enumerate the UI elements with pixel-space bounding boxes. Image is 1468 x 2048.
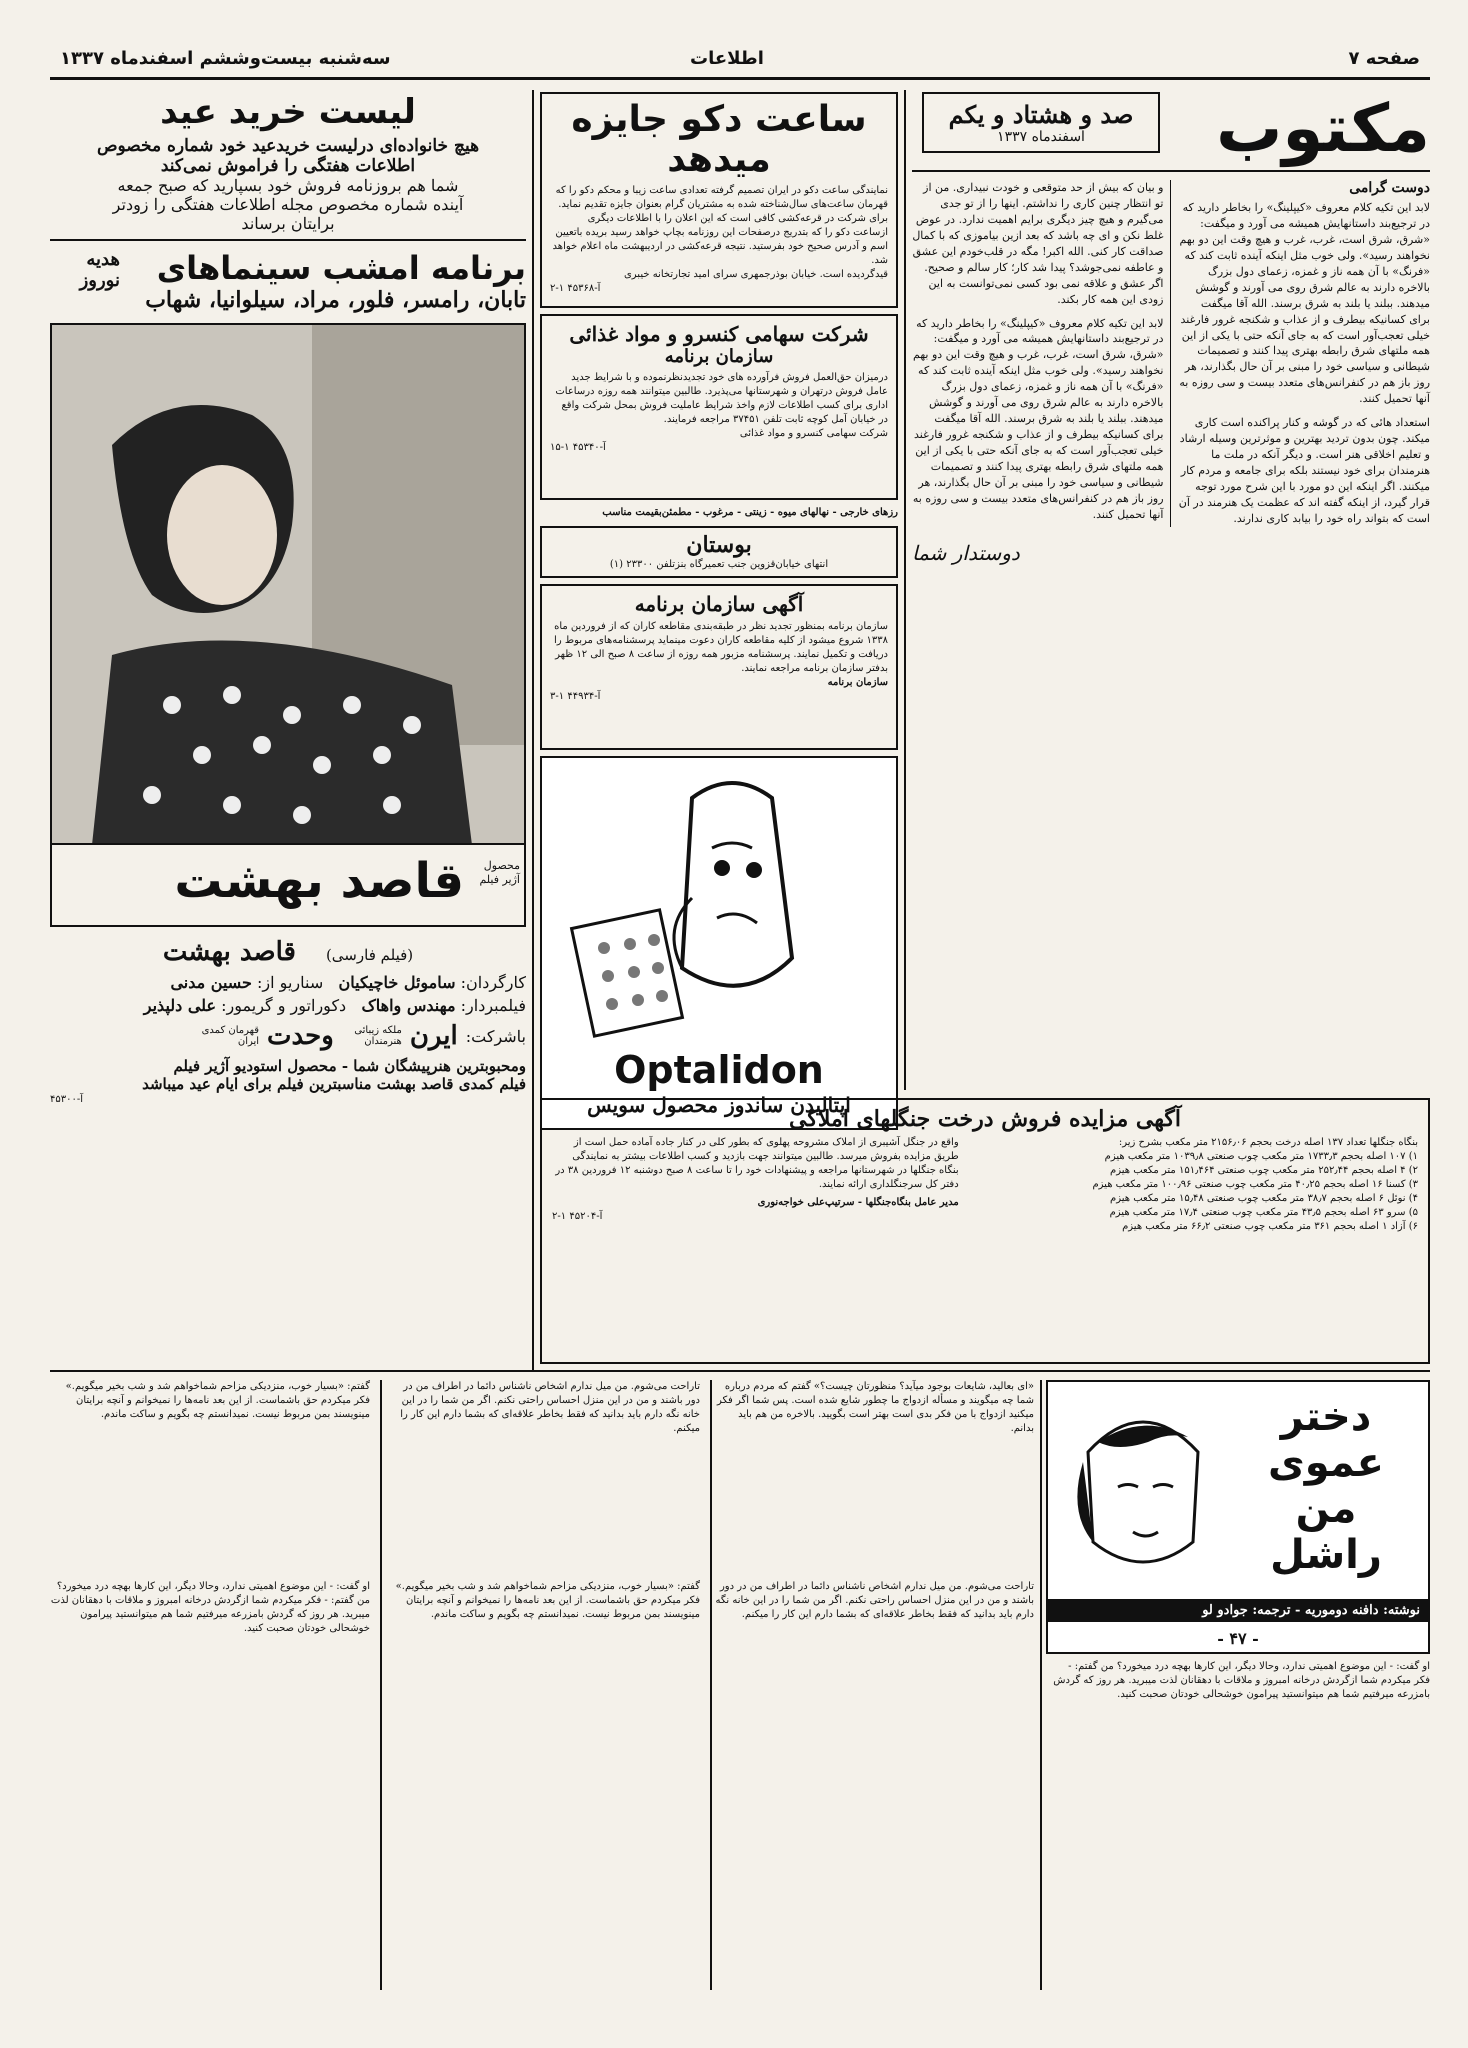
column-rule	[904, 90, 906, 1090]
conserve-ad-title: شرکت سهامی کنسرو و مواد غذائی	[569, 322, 869, 346]
auction-row: ۱) ۱۰۷ اصله بحجم ۱۷۳۳٫۳ متر مکعب چوب صنعتی ۱۰۳۹٫۸ متر مکعب هیزم	[1104, 1151, 1418, 1162]
cast-1: ایرن	[409, 1021, 458, 1051]
auction-ref: آ-۴۵۲۰۴ ۱-۲	[552, 1211, 603, 1222]
director: ساموئل خاچیکیان	[338, 973, 456, 992]
paper-name: اطلاعات	[690, 48, 764, 69]
eid-list-line5: برایتان برساند	[241, 214, 335, 233]
maktub-col2: و بیان که بیش از حد متوقعی و خودت نبیداری. من از تو انتظار چنین کاری را نداشتم. اینها را از تو جدی می‌گیرم و هیچ چیز دیگری برایم اهمیت ندارد. در عوض غلط نکن و ای چه باشد که بعد ازین بیاموزی که با کمال صداقت کار کنی. الله اکبر! مگه در قلب‌خودم این عشق و عاطفه نمی‌جوشد؟ پیدا شد کار؛ کار سالم و صحیح. اگر عشق و علاقه نمی بود کسی نمی‌توانست به این زودی این همه کار بکند.	[912, 181, 1164, 306]
eid-list-title: لیست خرید عید	[160, 92, 416, 132]
camera: مهندس واهاک	[361, 996, 456, 1015]
maktub-signature: دوستدار شما	[912, 540, 1020, 565]
maktub-greeting: دوست گرامی	[1349, 180, 1430, 196]
film-title: قاصد بهشت	[162, 937, 296, 967]
auction-intro: بنگاه جنگلها تعداد ۱۳۷ اصله درخت بحجم ۲۱۵۶٫۰۶ متر مکعب بشرح زیر:	[1118, 1137, 1418, 1148]
serial-col-3: تاراحت می‌شوم. من میل ندارم اشخاص ناشناس دائما در اطراف من در دور باشند و من در این منزل احساس راحتی نکنم. اگر من شما را در این خانه نگه دارم باید بدانید که فقط بخاطر علاقه‌ای که بشما دارم این کار را میکنم.	[400, 1381, 700, 1434]
eid-list-line2: اطلاعات هفتگی را فراموش نمی‌کند	[160, 156, 416, 176]
clock-ad-body: نمایندگی ساعت دکو در ایران تصمیم گرفته تعدادی ساعت زیبا و محکم دکو را که قهرمان ساعت‌های سال‌شناخته شده به مشتریان گرام بعنوان جایزه تقدیم نماید. برای شرکت در قرعه‌کشی کافی است که این اعلان را با اطلاعات دیگری ازساعت دکو را که بتدریج درصفحات این روزنامه بچاپ خواهد رسید بریده باتعیین اسم و آدرس صحیح خود بفرستید. نتیجه قرعه‌کشی در اردیبهشت ماه اعلام خواهد شد.	[552, 185, 888, 266]
conserve-ad-body: درمیزان حق‌العمل فروش فرآورده های خود تجدیدنظرنموده و با شرایط جدید عامل فروش درتهران و شهرستانها می‌پذیرد. طالبین میتوانند همه روزه درساعات اداری برای کسب اطلاعات لازم واخذ شرایط عاملیت فروش بمحل شرکت واقع در خیابان آمل کوچه ثابت تلفن ۳۷۴۵۱ مراجعه فرمایند.	[555, 372, 888, 425]
film-ref: آ-۴۵۳۰۰	[50, 1094, 84, 1105]
auction-title: آگهی مزایده فروش درخت جنگلهای املاکی	[789, 1106, 1181, 1132]
auction-row: ۴) نوئل ۶ اصله بحجم ۳۸٫۷ متر مکعب چوب صنعتی ۱۵٫۴۸ متر مکعب هیزم	[1110, 1193, 1418, 1204]
eid-list-line3: شما هم بروزنامه فروش خود بسپارید که صبح جمعه	[117, 176, 459, 195]
film-line-b: فیلم کمدی قاصد بهشت مناسبترین فیلم برای ایام عید میباشد	[142, 1075, 526, 1093]
director-label: کارگردان:	[460, 973, 526, 992]
poster-title: قاصد بهشت	[174, 853, 464, 909]
plan-notice-title: آگهی سازمان برنامه	[634, 592, 804, 616]
maktub-col1: لابد این تکیه کلام معروف «کیپلینگ» را بخاطر دارید که در ترجیع‌بند داستانهایش همیشه می آورد و میگفت: «شرق، شرق است، غرب، غرب و هیچ وقت این دو بهم نخواهند رسید». ولی خوب مثل اینکه آینده ثابت کند که «فرنگ» با آن همه ناز و غمزه، زعمای دول بزرگ بالاخره دارند به عالم شرق روی می آورند و گوشش میدهند. ببلند یا بلند به شرق برسند. الله آقا میگفت برای کسانیکه بیطرف و از عذاب و شکنجه غرور فارغند خیلی تعجب‌آور است که به جای آنکه حتی با یکی از این همه ملتهای شرق رابطه بهتری پیدا کنند و تصمیمات شیطانی و سیاسی خود را مبنی بر آن حال بگذارند، هر روز باز هم در کنفرانس‌های متعدد بیست و سی روزه به آنها تحمیل کنند.	[1179, 201, 1430, 406]
serial-col-4: گفتم: «بسیار خوب، منزدیکی مزاحم شماخواهم شد و شب بخیر میگویم.» فکر میکردم حق باشماست. از این بعد نامه‌ها را نمیخوانم و آنچه برایتان مینویسند بمن مربوط نیست. نمیدانستم چه بگویم و ساکت ماندم.	[65, 1381, 370, 1420]
maktub-section	[912, 92, 1430, 1092]
middle-column	[540, 92, 898, 1117]
plan-notice-sign: سازمان برنامه	[827, 677, 888, 688]
makeup: علی دلپذیر	[143, 996, 217, 1015]
serial-title-2: عموی من	[1268, 1440, 1384, 1532]
cinema-gift: هدیه نوروز	[79, 249, 120, 291]
clock-ad-ref: آ-۴۵۳۶۸ ۱-۲	[550, 283, 601, 294]
auction-notice	[540, 1098, 1430, 1364]
imports-line: رزهای خارجی - نهالهای میوه - زینتی - مرغوب - مطمئن‌بقیمت مناسب	[602, 507, 898, 518]
auction-row: ۶) آزاد ۱ اصله بحجم ۳۶۱ متر مکعب چوب صنعتی ۶۶٫۲ متر مکعب هیزم	[1122, 1221, 1418, 1232]
optalidon-brand: Optalidon	[614, 1048, 824, 1092]
plan-notice-ref: آ-۴۴۹۳۴ ۱-۳	[550, 691, 601, 702]
maktub-col1b: استعداد هائی که در گوشه و کنار پراکنده است کاری میکند. چون بدون تردید بهترین و موثرترین وسیله ارشاد و تعلیم اخلاقی هنر است. و دیگر آنکه در ملت ما هنرمندان برای خود نیستند بلکه برای جامعه و مردم کار میکنند. اگر اینکه این دو مورد با این شرح مورد توجه قرار گیرد، از اینکه گفته اند که عظمت یک هنرمند در آن است که بتواند راه خود را بیابد کاری ندارند.	[1178, 416, 1430, 525]
writer-label: سناریو از:	[257, 973, 324, 992]
auction-body: واقع در جنگل آشیبری از املاک مشروحه پهلوی که بطور کلی در کنار جاده آماده حمل است از طریق مزایده بفروش میرسد. طالبین میتوانند جهت بازدید و کسب اطلاعات بیشتر به نمایندگی بنگاه جنگلها در شهرستانها مراجعه و پیشنهادات خود را تا ساعت ۸ صبح دوشنبه ۱۲ فروردین ۳۸ در دفتر کل سرجنگلداری ارائه نمایند.	[555, 1137, 959, 1190]
conserve-ad-subtitle: سازمان برنامه	[664, 346, 774, 367]
conserve-ad-ref: آ-۴۵۳۴۰ ۱-۱۵	[550, 442, 606, 453]
auction-row: ۲) ۴ اصله بحجم ۲۵۲٫۴۴ متر مکعب چوب صنعتی ۱۵۱٫۴۶۴ متر مکعب هیزم	[1110, 1165, 1418, 1176]
issue-date: سه‌شنبه بیست‌وششم اسفندماه ۱۳۳۷	[60, 48, 391, 69]
maktub-date: اسفندماه ۱۳۳۷	[997, 129, 1085, 145]
section-rule	[50, 1370, 1430, 1372]
poster-portrait	[52, 325, 524, 921]
serial-col-1: او گفت: - این موضوع اهمیتی ندارد، وحالا دیگر، این کارها بهچه درد میخورد؟ من گفتم: - فکر میکردم شما ازگردش درخانه امبروز و ملاقات با دهقانان لذت میبرید. هر روز که گردش بامزرعه میرفتیم شما هم میتوانستید پیرامون خوشحالی خودتان صحبت کنید.	[1053, 1661, 1430, 1700]
column-rule	[710, 1380, 712, 1990]
column-rule	[532, 90, 534, 1370]
bustan-body: انتهای خیابان‌قزوین جنب تعمیرگاه بنزتلفن ۲۳۳۰۰ (۱)	[609, 559, 829, 570]
cast-1-note: ملکه زیبائی هنرمندان	[354, 1025, 402, 1047]
maktub-number-box	[922, 92, 1160, 153]
serial-section	[50, 1380, 1430, 2000]
left-column	[50, 92, 526, 1362]
column-rule	[380, 1380, 382, 1990]
auction-sign: مدیر عامل بنگاه‌جنگلها - سرتیپ‌علی خواجه‌نوری	[757, 1197, 959, 1208]
camera-label: فیلمبردار:	[460, 996, 526, 1015]
eid-list-ad	[50, 92, 526, 241]
writer: حسین مدنی	[170, 973, 252, 992]
cast-2-note: قهرمان کمدی ایران	[201, 1025, 260, 1047]
bustan-title: بوستان	[686, 532, 752, 558]
film-credits	[50, 937, 526, 1107]
serial-title-3: راشل	[1270, 1532, 1382, 1578]
auction-row: ۳) کسنا ۱۶ اصله بحجم ۴۰٫۲۵ متر مکعب چوب صنعتی ۱۰۰٫۹۶ متر مکعب هیزم	[1092, 1179, 1418, 1190]
serial-col-3b: گفتم: «بسیار خوب، منزدیکی مزاحم شماخواهم شد و شب بخیر میگویم.» فکر میکردم حق باشماست. از این بعد نامه‌ها را نمیخوانم و آنچه برایتان مینویسند بمن مربوط نیست. نمیدانستم چه بگویم و ساکت ماندم.	[395, 1581, 700, 1620]
auction-row: ۵) سرو ۶۳ اصله بحجم ۴۳٫۵ متر مکعب چوب صنعتی ۱۷٫۴ متر مکعب هیزم	[1109, 1207, 1418, 1218]
plan-notice-body: سازمان برنامه بمنظور تجدید نظر در طبقه‌بندی مقاطعه کاران که از فروردین ماه ۱۳۳۸ شروع میشود از کلیه مقاطعه کاران دعوت مینماید پرسشنامه‌های مربوط را دریافت و تکمیل نمایند. پرسشنامه مزبور همه روزه از ساعت ۸ صبح الی ۱۲ ظهر بدفتر سازمان برنامه مراجعه نمایند.	[554, 621, 888, 674]
serial-col-2: «ای بعالید، شایعات بوجود میآید؟ منظورتان چیست؟» گفتم که مردم درباره شما چه میگویند و مسأله ازدواج ما چطور شایع شده است. پس شما اگر فکر میکنید ازدواج با من فکر بدی است بهتر است بگویید. بالاخره من هم باید بدانم.	[716, 1381, 1034, 1434]
serial-title-1: دختر	[1280, 1394, 1372, 1440]
maktub-col2b: لابد این تکیه کلام معروف «کیپلینگ» را بخاطر دارید که در ترجیع‌بند داستانهایش همیشه می آورد و میگفت: «شرق، شرق است، غرب، غرب و هیچ وقت این دو بهم نخواهند رسید». ولی خوب مثل اینکه آینده ثابت کند که «فرنگ» با آن همه ناز و غمزه، زعمای دول بزرگ بالاخره دارند به عالم شرق روی می آورند و گوشش میدهند. ببلند یا بلند به شرق برسند. الله آقا میگفت برای کسانیکه بیطرف و از عذاب و شکنجه غرور فارغند خیلی تعجب‌آور است که به جای آنکه حتی با یکی از این همه ملتهای شرق رابطه بهتری پیدا کنند و تصمیمات شیطانی و سیاسی خود را مبنی بر آن حال بگذارند، هر روز باز هم در کنفرانس‌های متعدد بیست و سی روزه به آنها تحمیل کنند.	[912, 316, 1164, 521]
serial-title-box	[1046, 1380, 1430, 1654]
cinema-title: برنامه امشب سینماهای	[156, 249, 526, 287]
optalidon-caption: اپتالیدن ساندوز محصول سویس	[587, 1093, 851, 1117]
cast-label: باشرکت:	[465, 1026, 526, 1046]
optalidon-illustration	[542, 758, 896, 1048]
optalidon-ad	[540, 756, 898, 1130]
serial-part: - ۴۷ -	[1217, 1629, 1259, 1648]
cinema-list: تابان، رامسر، فلور، مراد، سیلوانیا، شهاب	[145, 287, 526, 313]
clock-ad-address: قیدگردیده است. خیابان بوذرجمهری سرای امید تجارتخانه خیبری	[623, 269, 888, 280]
film-poster	[50, 323, 526, 927]
page-header	[50, 40, 1430, 80]
eid-list-line4: آینده شماره مخصوص مجله اطلاعات هفتگی را زودتر	[112, 195, 464, 214]
clock-ad-title: ساعت دکو جایزه میدهد	[571, 99, 867, 180]
clock-ad	[540, 92, 898, 308]
poster-credit: محصول آژیر فیلم	[479, 859, 520, 886]
cast-2: وحدت	[267, 1021, 334, 1051]
eid-list-line1: هیچ خانواده‌ای درلیست خریدعید خود شماره مخصوص	[96, 136, 480, 156]
serial-illustration	[1058, 1392, 1228, 1592]
serial-col-2b: تاراحت می‌شوم. من میل ندارم اشخاص ناشناس دائما در اطراف من در دور باشند و من در این منزل احساس راحتی نکنم. اگر من شما را در این خانه نگه دارم باید بدانید که فقط بخاطر علاقه‌ای که بشما دارم این کار را میکنم.	[715, 1581, 1034, 1620]
maktub-subtitle: صد و هشتاد و یکم	[948, 100, 1134, 129]
film-line-a: ومحبوبترین هنرپیشگان شما - محصول استودیو آژیر فیلم	[173, 1057, 526, 1075]
conserve-ad	[540, 314, 898, 500]
makeup-label: دکوراتور و گریمور:	[221, 996, 347, 1015]
column-rule	[1040, 1380, 1042, 1990]
serial-byline: نوشته: دافنه دوموریه - ترجمه: جوادو لو	[1048, 1599, 1428, 1622]
maktub-title: مکتوب	[1216, 90, 1430, 167]
bustan-ad	[540, 526, 898, 578]
conserve-ad-sign: شرکت سهامی کنسرو و مواد غذائی	[739, 428, 888, 439]
page-number: صفحه ۷	[1348, 48, 1420, 69]
serial-col-4b: او گفت: - این موضوع اهمیتی ندارد، وحالا دیگر، این کارها بهچه درد میخورد؟ من گفتم: - فکر میکردم شما ازگردش درخانه امبروز و ملاقات با دهقانان لذت میبرید. هر روز که گردش بامزرعه میرفتیم شما هم میتوانستید پیرامون خوشحالی خودتان صحبت کنید.	[50, 1581, 370, 1634]
film-type: (فیلم فارسی)	[325, 946, 414, 964]
plan-notice	[540, 584, 898, 750]
